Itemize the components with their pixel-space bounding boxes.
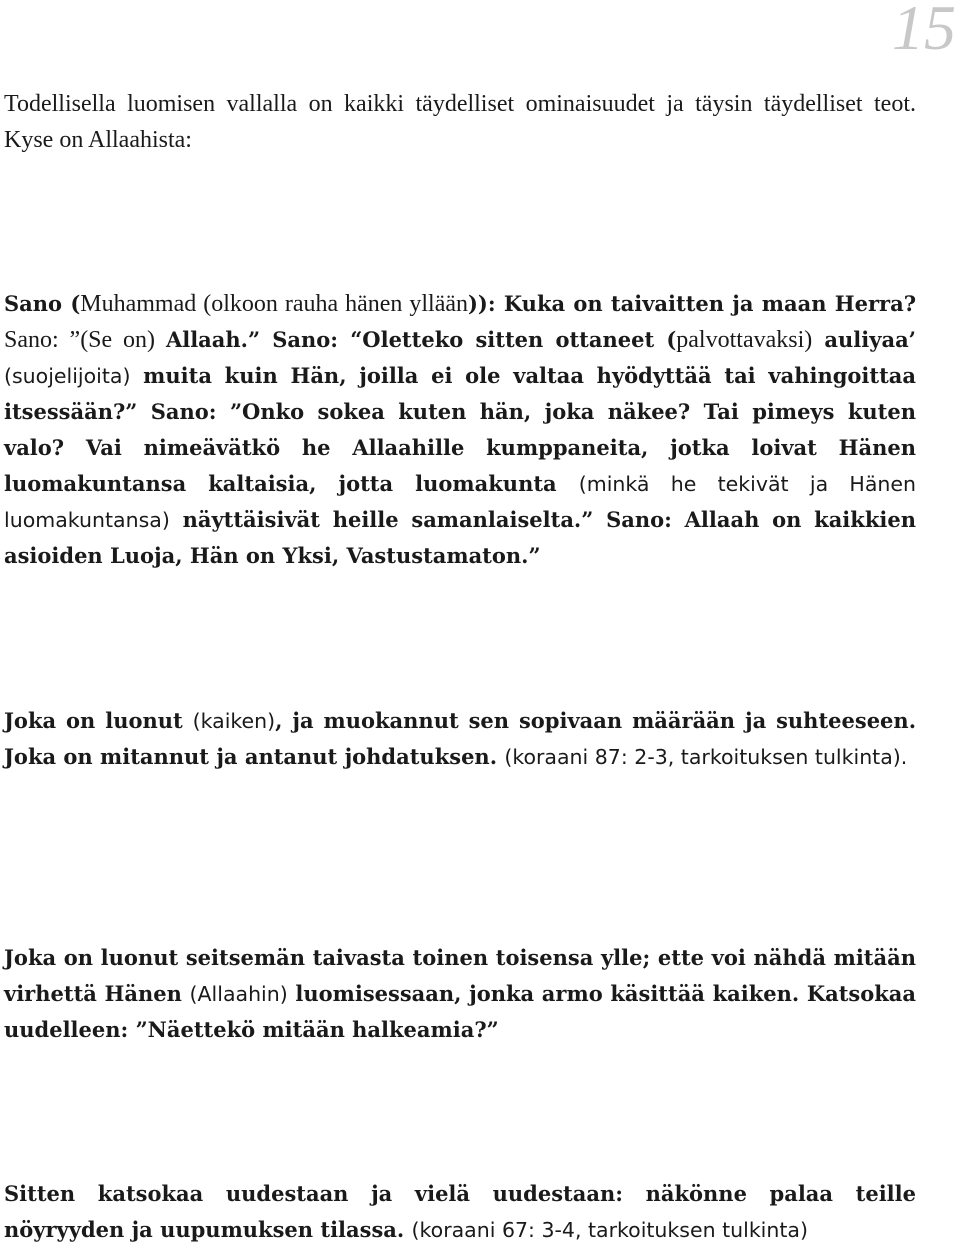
quote-1-part-4: Sano: ”(Se on) [4,327,166,353]
quote-3-part-2: (Allaahin) [189,982,288,1006]
quote-3-part-3: luomisessaan, jonka armo käsittää kaiken. Katsokaa uudelleen: ”Näettekö mitään halkeamia?” [4,981,916,1042]
quote-2-part-1: Joka on luonut [4,708,193,733]
quote-1-part-9: muita kuin Hän, joilla ei ole valtaa hyödyttää tai vahingoittaa itsessään?” Sano: ”Onko sokea kuten hän, joka näkee? Tai pimeys kuten valo? Vai nimeävätkö he Allaahille kumppaneita, jotka loivat Hänen luomakuntansa kaltaisia, jotta luomakunta [4,363,916,496]
page-number: 15 [892,0,956,63]
quote-1-part-7: auliyaa’ [812,327,916,352]
quote-paragraph-2 [4,703,916,775]
quote-1-part-6: palvottavaksi) [676,327,813,353]
intro-paragraph [4,86,916,158]
quote-paragraph-3 [4,940,916,1048]
quote-1-part-8: (suojelijoita) [4,364,131,388]
quote-4-citation: (koraani 67: 3-4, tarkoituksen tulkinta) [411,1218,808,1242]
quote-4-part-1: Sitten katsokaa uudestaan ja vielä uudestaan: näkönne palaa teille nöyryyden ja uupumuksen tilassa. [4,1181,916,1242]
quote-1-part-10: (minkä he tekivät ja Hänen luomakuntansa) [4,472,917,532]
quote-1-part-5: Allaah.” Sano: “Oletteko sitten ottaneet ( [165,327,677,352]
quote-1-part-2: Muhammad (olkoon rauha hänen yllään [80,291,468,317]
quote-2-citation: (koraani 87: 2-3, tarkoituksen tulkinta). [504,745,908,769]
quote-1-part-1: Sano ( [4,291,81,316]
quote-1-part-11: näyttäisivät heille samanlaiselta.” Sano: Allaah on kaikkien asioiden Luoja, Hän on Yksi, Vastustamaton.” [4,507,916,568]
quote-paragraph-1 [4,286,916,574]
quote-3-part-1: Joka on luonut seitsemän taivasta toinen toisensa ylle; ette voi nähdä mitään virhettä Hänen [4,945,916,1006]
quote-1-part-3: )): Kuka on taivaitten ja maan Herra? [468,291,917,316]
quote-2-part-3: , ja muokannut sen sopivaan määrään ja suhteeseen. Joka on mitannut ja antanut johdatuksen. [4,708,916,769]
intro-text: Todellisella luomisen vallalla on kaikki täydelliset ominaisuudet ja täysin täydelliset teot. Kyse on Allaahista: [4,91,916,153]
quote-paragraph-4 [4,1176,916,1248]
quote-2-part-2: (kaiken) [192,709,276,733]
